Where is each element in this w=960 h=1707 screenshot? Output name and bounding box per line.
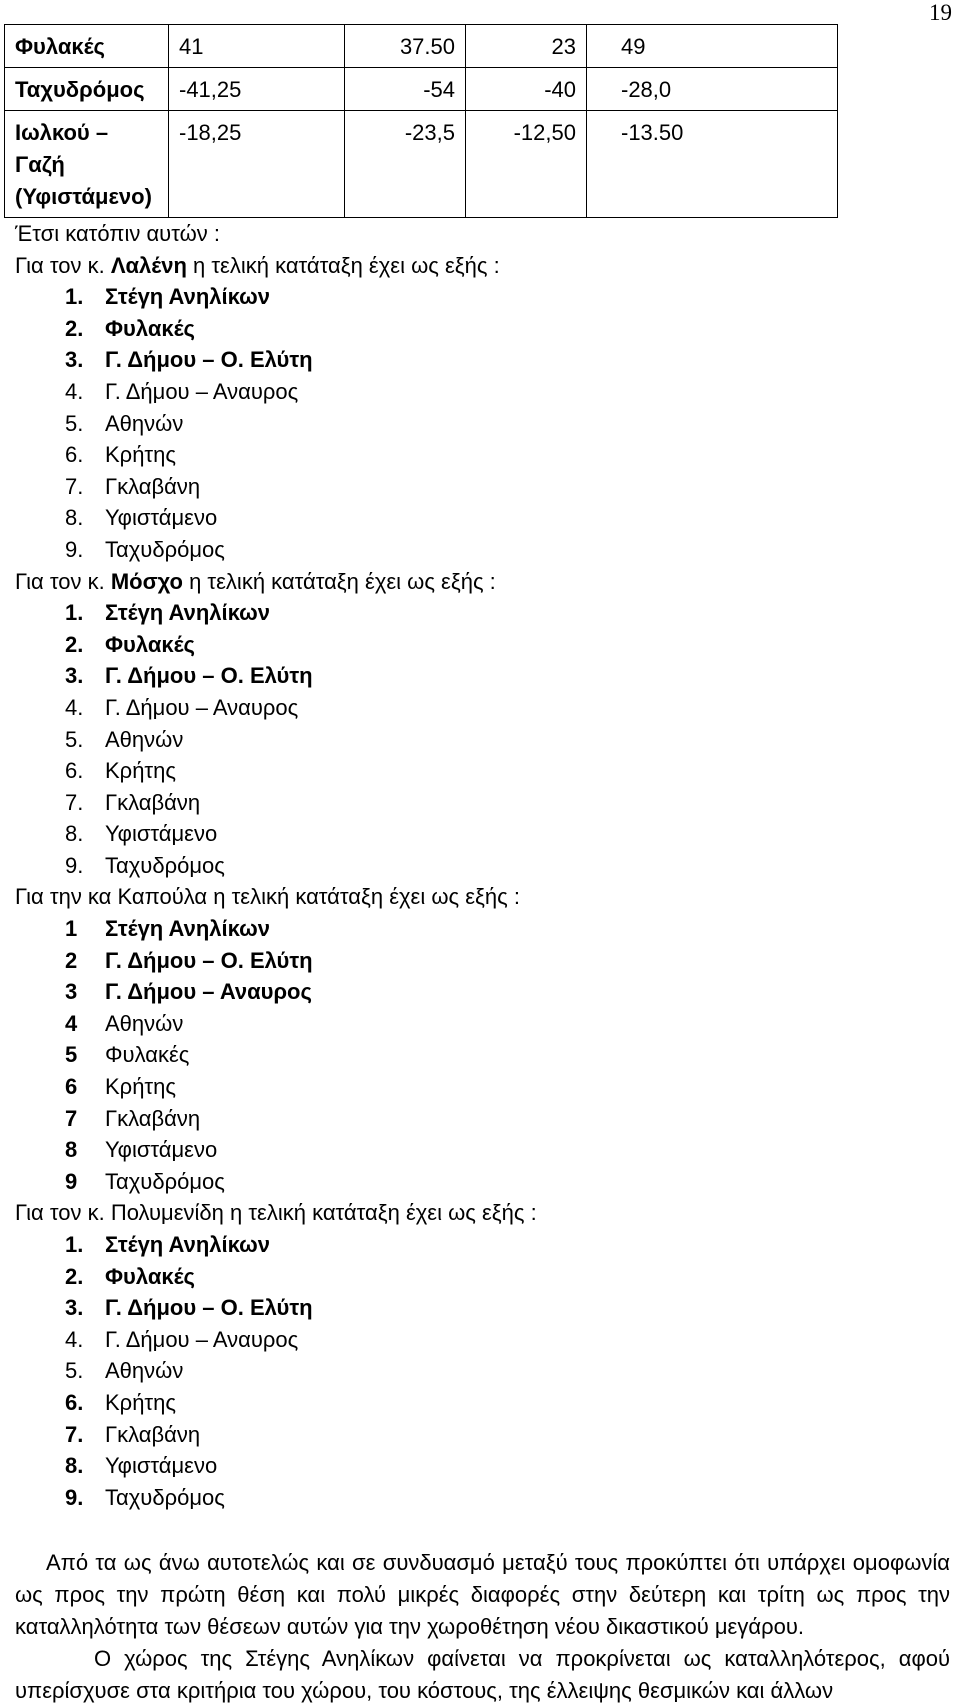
list-item-text: Αθηνών [105,726,184,752]
value-cell: 37.50 [345,25,466,68]
list-item-number: 9. [65,1484,84,1510]
list-item-text: Ταχυδρόμος [105,1168,225,1194]
conclusion-section [15,1547,950,1707]
list-item [15,597,950,629]
list-item-number: 7. [65,1421,84,1447]
list-item [15,787,950,819]
list-item-text: Κρήτης [105,442,176,468]
value-cell: 41 [169,25,345,68]
list-item-text: Υφιστάμενο [105,505,218,531]
row-label-cell: Ταχυδρόμος [5,68,169,111]
list-item [15,1292,950,1324]
list-item-number: 4 [65,1010,78,1036]
list-item [15,818,950,850]
list-item-number: 8. [65,1453,84,1479]
page-number: 19 [929,0,952,25]
ranking-person-name: Μόσχο [110,568,183,594]
list-item-number: 1. [65,284,84,310]
list-item-text: Ταχυδρόμος [105,852,225,878]
value-cell: -23,5 [345,111,466,218]
ranking-person-name: Καπούλα [117,884,208,910]
list-item-text: Γ. Δήμου – Ο. Ελύτη [105,663,313,689]
ranking-heading-prefix: Για την κα [15,884,118,910]
ranking-heading-suffix: η τελική κατάταξη έχει ως εξής : [223,1200,537,1226]
list-item-text: Κρήτης [105,758,176,784]
list-item-number: 8. [65,505,84,531]
list-item [15,471,950,503]
value-cell: -18,25 [169,111,345,218]
ranking-heading-prefix: Για τον κ. [15,568,111,594]
table-row [5,68,838,111]
value-cell: -54 [345,68,466,111]
list-item-text: Υφιστάμενο [105,821,218,847]
list-item-number: 6. [65,758,84,784]
list-item-number: 4. [65,378,84,404]
list-item [15,281,950,313]
list-item-number: 9. [65,536,84,562]
row-label-cell: Ιωλκού – Γαζή (Υφιστάμενο) [5,111,169,218]
list-item [15,534,950,566]
ranking-heading [15,250,950,282]
list-item-text: Στέγη Ανηλίκων [105,916,270,942]
list-item-text: Γ. Δήμου – Αναυρος [105,979,312,1005]
list-item-text: Γ. Δήμου – Ο. Ελύτη [105,347,313,373]
list-item [15,1071,950,1103]
list-item-text: Γ. Δήμου – Αναυρος [105,378,299,404]
list-item-number: 2. [65,631,84,657]
list-item [15,1229,950,1261]
list-item-number: 3. [65,663,84,689]
list-item-number: 7. [65,473,84,499]
list-item-number: 7. [65,789,84,815]
list-item-text: Κρήτης [105,1389,176,1415]
value-cell: 49 [587,25,838,68]
list-item [15,1103,950,1135]
list-item-text: Αθηνών [105,1010,184,1036]
ranking-heading-prefix: Για τον κ. [15,1200,111,1226]
list-item [15,660,950,692]
value-cell: -13.50 [587,111,838,218]
list-item [15,692,950,724]
table-row [5,111,838,218]
list-item [15,724,950,756]
value-cell: 23 [466,25,587,68]
list-item-number: 5. [65,726,84,752]
list-item-number: 6 [65,1074,78,1100]
list-item-number: 7 [65,1105,78,1131]
list-item [15,945,950,977]
list-item-text: Στέγη Ανηλίκων [105,1232,270,1257]
list-item-number: 1. [65,1232,84,1257]
list-item-text: Αθηνών [105,410,184,436]
intro-text: Έτσι κατόπιν αυτών : [15,221,220,246]
list-item-number: 1 [65,916,78,942]
list-item-text: Γ. Δήμου – Αναυρος [105,1326,299,1352]
list-item-number: 4. [65,1326,84,1352]
list-item-text: Γκλαβάνη [105,1105,201,1131]
list-item-text: Φυλακές [105,315,195,341]
conclusion-paragraph-2: Ο χώρος της Στέγης Ανηλίκων φαίνεται να προκρίνεται ως καταλληλότερος, αφού υπερίσχυσε στα κριτήρια του χώρου, του κόστους, της έλλειψης θεσμικών και άλλων [15,1646,950,1703]
list-item [15,755,950,787]
list-item [15,1482,950,1514]
list-item-text: Υφιστάμενο [105,1137,218,1163]
list-item [15,913,950,945]
list-item [15,376,950,408]
list-item-number: 6. [65,442,84,468]
list-item-number: 2. [65,315,84,341]
list-item-number: 5. [65,410,84,436]
ranking-heading-prefix: Για τον κ. [15,252,111,278]
row-label-cell: Φυλακές [5,25,169,68]
table-row [5,25,838,68]
scores-table [4,24,838,218]
list-item [15,1261,950,1293]
list-item [15,1008,950,1040]
ranking-heading-suffix: η τελική κατάταξη έχει ως εξής : [186,252,500,278]
list-item-text: Γκλαβάνη [105,473,201,499]
list-item-text: Γ. Δήμου – Ο. Ελύτη [105,947,313,973]
list-item [15,1387,950,1419]
list-item [15,1324,950,1356]
rankings-section [15,218,950,1513]
list-item [15,850,950,882]
value-cell: -28,0 [587,68,838,111]
list-item [15,1039,950,1071]
list-item-number: 6. [65,1389,84,1415]
list-item-text: Φυλακές [105,1263,195,1289]
list-item [15,439,950,471]
list-item-text: Αθηνών [105,1358,184,1384]
list-item-number: 8. [65,821,84,847]
value-cell: -40 [466,68,587,111]
ranking-person-name: Λαλένη [110,252,187,278]
list-item-text: Υφιστάμενο [105,1453,218,1479]
list-item [15,1419,950,1451]
list-item [15,1355,950,1387]
list-item [15,408,950,440]
list-item-number: 5. [65,1358,84,1384]
list-item [15,629,950,661]
list-item-number: 8 [65,1137,78,1163]
list-item-number: 9. [65,852,84,878]
list-item-number: 4. [65,694,84,720]
list-item-number: 3. [65,1295,84,1321]
conclusion-paragraph-1: Από τα ως άνω αυτοτελώς και σε συνδυασμό μεταξύ τους προκύπτει ότι υπάρχει ομοφωνία ως προς την πρώτη θέση και πολύ μικρές διαφορές στην δεύτερη και τρίτη ως προς την καταλληλότητα των θέσεων αυτών για την χωροθέτηση νέου δικαστικού μεγάρου. [15,1550,950,1639]
list-item [15,502,950,534]
list-item [15,313,950,345]
list-item-text: Ταχυδρόμος [105,1484,225,1510]
list-item-text: Φυλακές [105,631,195,657]
list-item [15,1134,950,1166]
list-item-text: Κρήτης [105,1074,176,1100]
list-item [15,976,950,1008]
value-cell: -12,50 [466,111,587,218]
list-item-number: 5 [65,1042,78,1068]
list-item-text: Γκλαβάνη [105,789,201,815]
list-item-number: 2. [65,1263,84,1289]
list-item-text: Φυλακές [105,1042,190,1068]
list-item-number: 3 [65,979,78,1005]
list-item-number: 1. [65,600,84,626]
list-item [15,344,950,376]
ranking-heading [15,881,950,913]
ranking-heading-suffix: η τελική κατάταξη έχει ως εξής : [207,884,520,910]
list-item-number: 2 [65,947,78,973]
list-item-text: Γκλαβάνη [105,1421,201,1447]
ranking-person-name: Πολυμενίδη [110,1200,224,1226]
ranking-heading-suffix: η τελική κατάταξη έχει ως εξής : [182,568,496,594]
list-item-number: 9 [65,1168,78,1194]
list-item-text: Γ. Δήμου – Αναυρος [105,694,299,720]
list-item [15,1450,950,1482]
value-cell: -41,25 [169,68,345,111]
list-item-number: 3. [65,347,84,373]
list-item-text: Ταχυδρόμος [105,536,225,562]
ranking-heading [15,566,950,598]
list-item-text: Γ. Δήμου – Ο. Ελύτη [105,1295,313,1321]
ranking-heading [15,1197,950,1229]
list-item-text: Στέγη Ανηλίκων [105,284,270,310]
list-item [15,1166,950,1198]
list-item-text: Στέγη Ανηλίκων [105,600,270,626]
